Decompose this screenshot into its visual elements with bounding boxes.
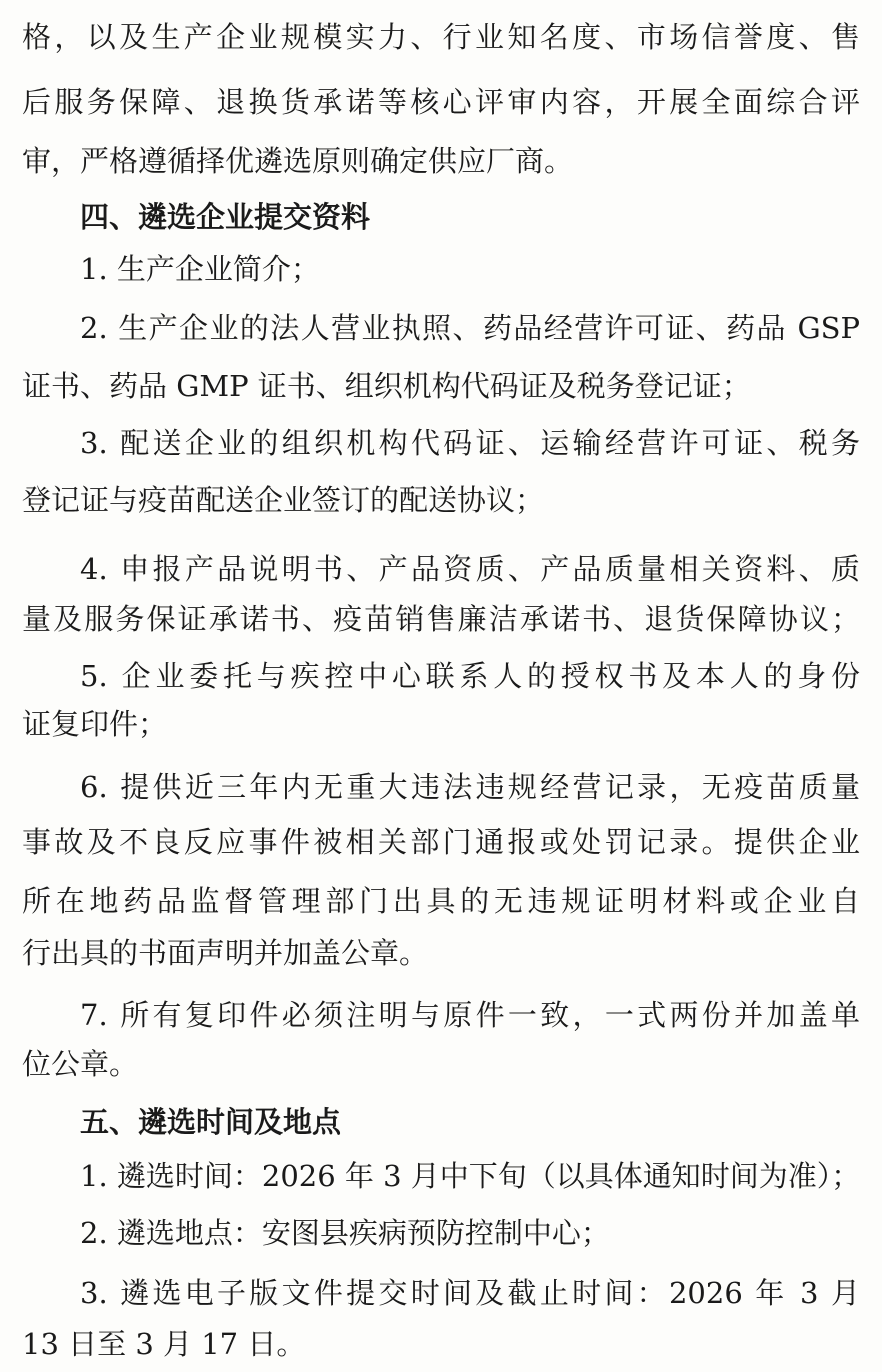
list-item-2: 2. 生产企业的法人营业执照、药品经营许可证、药品 GSP <box>80 311 860 345</box>
section-heading-5: 五、遴选时间及地点 <box>80 1105 342 1139</box>
list-item-6: 6. 提供近三年内无重大违法违规经营记录，无疫苗质量 <box>80 770 860 804</box>
list-item-6-cont: 事故及不良反应事件被相关部门通报或处罚记录。提供企业 <box>22 825 860 859</box>
list-item-1: 1. 生产企业简介； <box>80 252 320 286</box>
list-item-3: 3. 配送企业的组织机构代码证、运输经营许可证、税务 <box>80 426 860 460</box>
list-item-4: 4. 申报产品说明书、产品资质、产品质量相关资料、质 <box>80 552 860 586</box>
list-item-2-cont: 证书、药品 GMP 证书、组织机构代码证及税务登记证； <box>22 369 751 403</box>
list-item-7: 7. 所有复印件必须注明与原件一致，一式两份并加盖单 <box>80 998 860 1032</box>
schedule-item-1: 1. 遴选时间：2026 年 3 月中下旬（以具体通知时间为准）； <box>80 1159 860 1193</box>
body-text-line: 审，严格遵循择优遴选原则确定供应厂商。 <box>22 144 574 178</box>
list-item-5-cont: 证复印件； <box>22 707 168 741</box>
list-item-4-cont: 量及服务保证承诺书、疫苗销售廉洁承诺书、退货保障协议； <box>22 602 860 636</box>
list-item-6-cont: 所在地药品监督管理部门出具的无违规证明材料或企业自 <box>22 884 860 918</box>
schedule-item-2: 2. 遴选地点：安图县疾病预防控制中心； <box>80 1216 610 1250</box>
schedule-item-3-cont: 13 日至 3 月 17 日。 <box>22 1327 306 1361</box>
list-item-5: 5. 企业委托与疾控中心联系人的授权书及本人的身份 <box>80 659 860 693</box>
body-text-line: 后服务保障、退换货承诺等核心评审内容，开展全面综合评 <box>22 85 860 119</box>
list-item-7-cont: 位公章。 <box>22 1047 139 1081</box>
section-heading-4: 四、遴选企业提交资料 <box>80 200 371 234</box>
schedule-item-3: 3. 遴选电子版文件提交时间及截止时间：2026 年 3 月 <box>80 1276 860 1310</box>
list-item-3-cont: 登记证与疫苗配送企业签订的配送协议； <box>22 483 545 517</box>
list-item-6-cont: 行出具的书面声明并加盖公章。 <box>22 936 429 970</box>
body-text-line: 格，以及生产企业规模实力、行业知名度、市场信誉度、售 <box>22 20 860 54</box>
